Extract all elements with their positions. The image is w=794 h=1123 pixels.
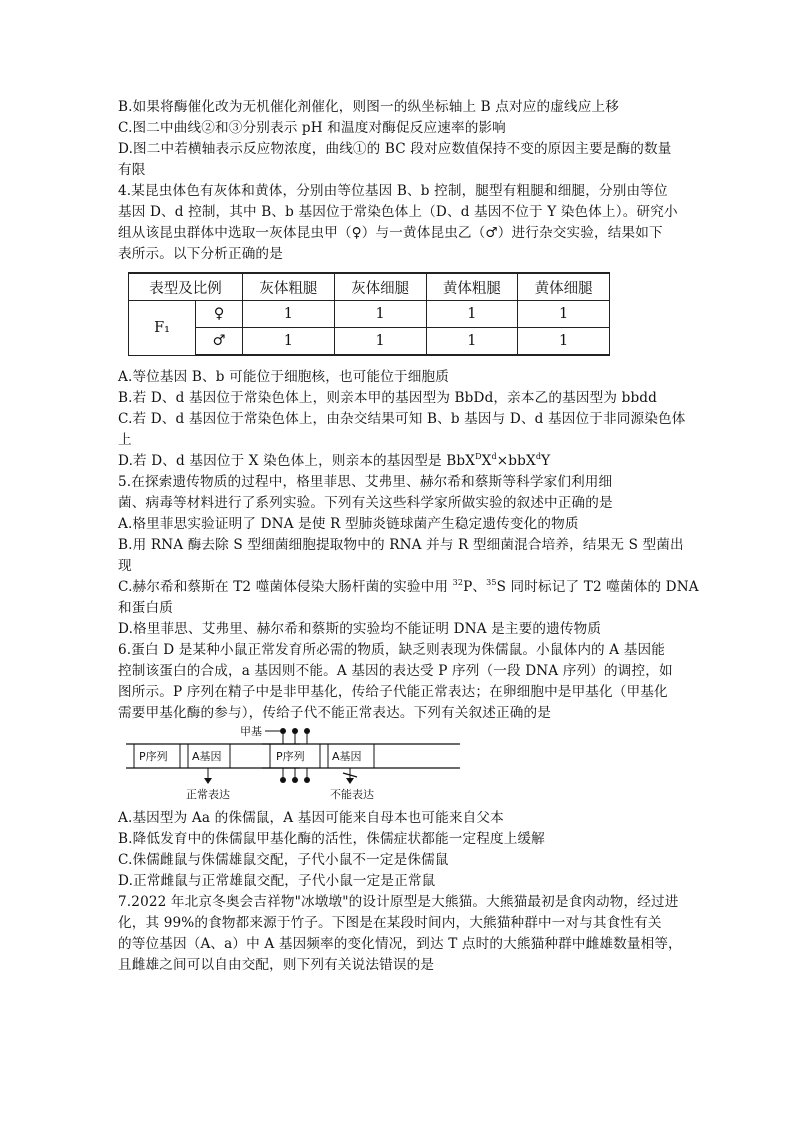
methyl-dot [304, 777, 310, 783]
table-cell: 1 [518, 328, 610, 356]
q7-stem-line-3: 的等位基因（A、a）中 A 基因频率的变化情况，到达 T 点时的大熊猫种群中雌雄数量相等， [118, 936, 682, 952]
methylation-diagram [120, 722, 560, 804]
q6-option-c: C.侏儒雌鼠与侏儒雄鼠交配，子代小鼠不一定是侏儒鼠 [118, 852, 449, 868]
q3-option-d-cont: 有限 [118, 162, 146, 178]
generation-cell: F₁ [129, 301, 196, 356]
q4-result-table [128, 272, 610, 356]
q5-option-b: B.用 RNA 酶去除 S 型细菌细胞提取物中的 RNA 并与 R 型细菌混合培养，结果无 S 型菌出 [118, 537, 684, 553]
q4d-text: X [481, 453, 492, 469]
q4d-sup: d [535, 452, 542, 461]
table-cell: 1 [426, 328, 518, 356]
table-header-row [129, 273, 610, 301]
q4d-text: ×bbX [496, 453, 536, 469]
left-p-label: P序列 [139, 750, 168, 763]
table-cell: 1 [334, 328, 426, 356]
right-caption: 不能表达 [330, 788, 374, 801]
q4-option-c-cont: 上 [118, 432, 132, 448]
table-cell: 1 [334, 301, 426, 328]
q5-option-d: D.格里菲思、艾弗里、赫尔希和蔡斯的实验均不能证明 DNA 是主要的遗传物质 [118, 621, 602, 637]
q6-stem-line-4: 需要甲基化酶的参与），传给子代不能正常表达。下列有关叙述正确的是 [118, 705, 551, 721]
q5-stem-line-1: 5.在探索遗传物质的过程中，格里菲思、艾弗里、赫尔希和蔡斯等科学家们利用细 [118, 474, 613, 490]
table-cell: 1 [243, 328, 335, 356]
q6-stem-line-1: 6.蛋白 D 是某种小鼠正常发育所必需的物质，缺乏则表现为侏儒鼠。小鼠体内的 A 基因能 [118, 642, 665, 658]
q4-stem-line-1: 4.某昆虫体色有灰体和黄体，分别由等位基因 B、b 控制，腿型有粗腿和细腿，分别由等位 [118, 183, 668, 199]
table-row [129, 328, 610, 356]
table-header-cell: 黄体粗腿 [426, 273, 518, 301]
table-header-cell: 表型及比例 [129, 273, 243, 301]
q4-option-a: A.等位基因 B、b 可能位于细胞核，也可能位于细胞质 [118, 369, 449, 385]
methyl-label: 甲基 [240, 725, 262, 738]
q4-stem-line-4: 表所示。以下分析正确的是 [118, 246, 283, 262]
q5-option-c [118, 577, 699, 597]
methyl-dot [280, 777, 286, 783]
q5c-text: P、 [463, 579, 487, 595]
q4-option-b: B.若 D、d 基因位于常染色体上，则亲本甲的基因型为 BbDd，亲本乙的基因型为 bbdd [118, 390, 658, 406]
q5-option-a: A.格里菲思实验证明了 DNA 是使 R 型肺炎链球菌产生稳定遗传变化的物质 [118, 516, 579, 532]
q7-stem-line-1: 7.2022 年北京冬奥会吉祥物"冰墩墩"的设计原型是大熊猫。大熊猫最初是食肉动物，经过进 [118, 894, 679, 910]
q5-option-c-cont: 和蛋白质 [118, 600, 173, 616]
table-header-cell: 灰体粗腿 [243, 273, 335, 301]
right-dna-strip [240, 724, 460, 801]
methyl-dot [292, 777, 298, 783]
methyl-dot [304, 728, 310, 734]
methyl-dot [292, 728, 298, 734]
q5-stem-line-2: 菌、病毒等材料进行了系列实验。下列有关这些科学家所做实验的叙述中正确的是 [118, 495, 613, 511]
table-cell: 1 [243, 301, 335, 328]
q5c-sup: 32 [452, 578, 464, 587]
q3-option-d: D.图二中若横轴表示反应物浓度，曲线①的 BC 段对应数值保持不变的原因主要是酶的数量 [118, 141, 672, 157]
q6-option-d: D.正常雌鼠与正常雄鼠交配，子代小鼠一定是正常鼠 [118, 873, 436, 889]
q6-option-b: B.降低发育中的侏儒鼠甲基化酶的活性，侏儒症状都能一定程度上缓解 [118, 831, 545, 847]
right-a-label: A基因 [332, 750, 362, 763]
q4-stem-line-3: 组从该昆虫群体中选取一灰体昆虫甲（♀）与一黄体昆虫乙（♂）进行杂交实验，结果如下 [118, 225, 663, 241]
table-header-cell: 灰体细腿 [334, 273, 426, 301]
table-cell: 1 [518, 301, 610, 328]
left-a-label: A基因 [192, 750, 222, 763]
q6-option-a: A.基因型为 Aa 的侏儒鼠，A 基因可能来自母本也可能来自父本 [118, 810, 504, 826]
q4d-text: Y [541, 453, 551, 469]
methyl-dot [280, 728, 286, 734]
q4-stem-line-2: 基因 D、d 控制，其中 B、b 基因位于常染色体上（D、d 基因不位于 Y 染色体上）。研究小 [118, 204, 678, 220]
q5c-sup: 35 [486, 578, 497, 587]
q4d-text: D.若 D、d 基因位于 X 染色体上，则亲本的基因型是 BbX [118, 453, 476, 469]
q4-option-d [118, 451, 550, 471]
sex-cell: ♂ [196, 328, 243, 356]
q3-option-b: B.如果将酶催化改为无机催化剂催化，则图一的纵坐标轴上 B 点对应的虚线应上移 [118, 99, 619, 115]
sex-cell: ♀ [196, 301, 243, 328]
q4d-sup: D [475, 452, 482, 461]
q6-stem-line-2: 控制该蛋白的合成，a 基因则不能。A 基因的表达受 P 序列（一段 DNA 序列）的调控，如 [118, 663, 673, 679]
q4d-sup: d [491, 452, 497, 461]
q6-stem-line-3: 图所示。P 序列在精子中是非甲基化，传给子代能正常表达；在卵细胞中是甲基化（甲基化 [118, 684, 668, 700]
q5c-text: C.赫尔希和蔡斯在 T2 噬菌体侵染大肠杆菌的实验中用 [118, 579, 453, 595]
q4-option-c: C.若 D、d 基因位于常染色体上，由杂交结果可知 B、b 基因与 D、d 基因位于非同源染色体 [118, 411, 686, 427]
right-p-label: P序列 [276, 750, 305, 763]
left-dna-strip [126, 744, 300, 801]
left-caption: 正常表达 [186, 788, 230, 801]
q5c-text: S 同时标记了 T2 噬菌体的 DNA [496, 579, 699, 595]
q3-option-c: C.图二中曲线②和③分别表示 pH 和温度对酶促反应速率的影响 [118, 120, 506, 136]
q7-stem-line-2: 化，其 99%的食物都来源于竹子。下图是在某段时间内，大熊猫种群中一对与其食性有关 [118, 915, 662, 931]
table-row [129, 301, 610, 328]
q5-option-b-cont: 现 [118, 558, 132, 574]
table-header-cell: 黄体细腿 [518, 273, 610, 301]
table-cell: 1 [426, 301, 518, 328]
q7-stem-line-4: 且雌雄之间可以自由交配，则下列有关说法错误的是 [118, 957, 435, 973]
